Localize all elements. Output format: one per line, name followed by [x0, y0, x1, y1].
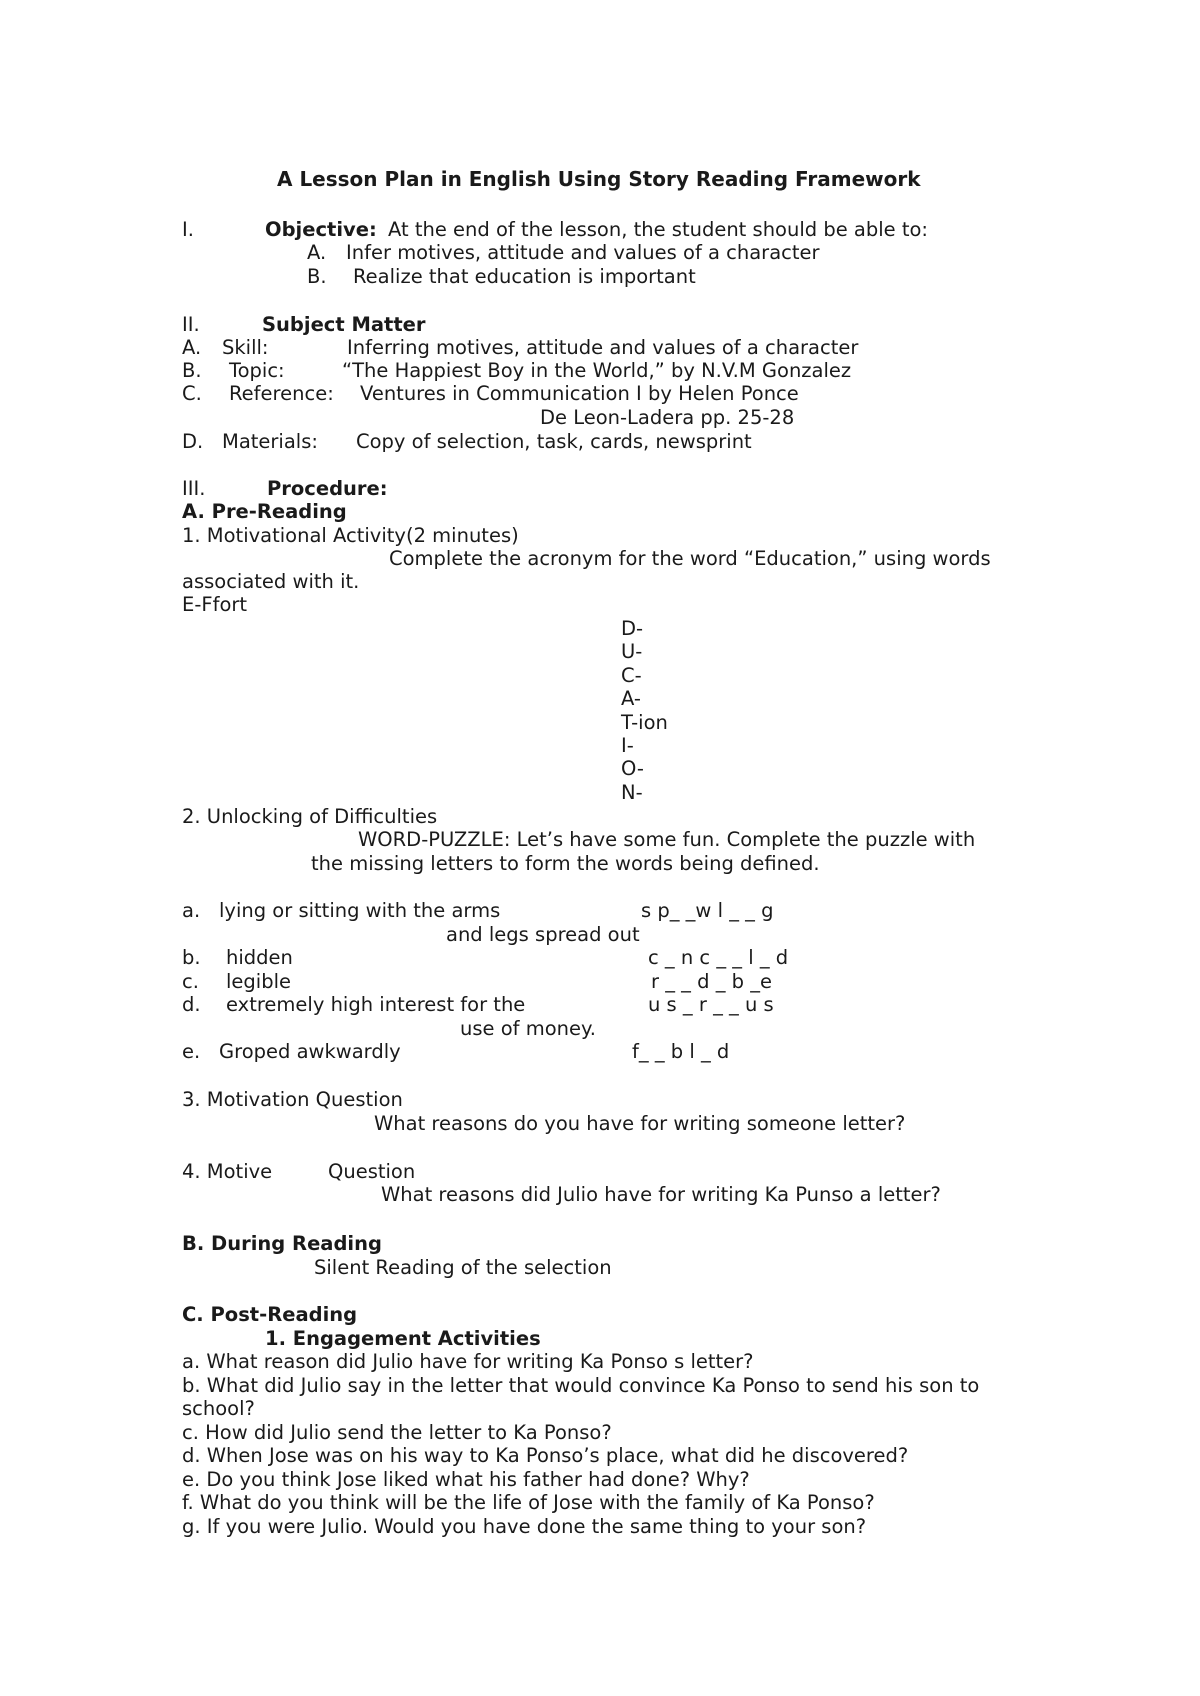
procedure-heading: Procedure: — [267, 477, 388, 500]
subject-value-skill: Inferring motives, attitude and values of a character — [347, 336, 859, 359]
subject-value-topic: “The Happiest Boy in the World,” by N.V.M Gonzalez — [342, 359, 852, 382]
subject-letter-c: C. — [182, 382, 202, 405]
post-reading-heading: C. Post-Reading — [182, 1303, 358, 1326]
unlocking-difficulties-label: 2. Unlocking of Difficulties — [182, 805, 438, 828]
subject-matter-heading: Subject Matter — [262, 313, 426, 336]
puzzle-word-d: u s _ r _ _ u s — [648, 993, 774, 1016]
engagement-question: g. If you were Julio. Would you have done the same thing to your son? — [182, 1515, 867, 1538]
motive-question-label: 4. Motive — [182, 1160, 273, 1183]
motivational-instruction-cont: associated with it. — [182, 570, 360, 593]
puzzle-definition-a-cont: and legs spread out — [446, 923, 640, 946]
motivation-question-text: What reasons do you have for writing someone letter? — [374, 1112, 906, 1135]
acronym-letter: D- — [621, 617, 644, 640]
engagement-question: school? — [182, 1397, 255, 1420]
motivational-instruction: Complete the acronym for the word “Education,” using words — [389, 547, 991, 570]
subject-letter-b: B. — [182, 359, 202, 382]
section-number-procedure: III. — [182, 477, 206, 500]
pre-reading-heading: A. Pre-Reading — [182, 500, 347, 523]
motive-question-text: What reasons did Julio have for writing Ka Punso a letter? — [381, 1183, 941, 1206]
section-number-subject: II. — [182, 313, 200, 336]
word-puzzle-instruction-cont: the missing letters to form the words being defined. — [311, 852, 820, 875]
objective-intro: At the end of the lesson, the student should be able to: — [388, 218, 928, 241]
during-reading-text: Silent Reading of the selection — [314, 1256, 612, 1279]
subject-key-skill: Skill: — [222, 336, 269, 359]
motivation-question-label: 3. Motivation Question — [182, 1088, 403, 1111]
subject-key-reference: Reference: — [229, 382, 334, 405]
objective-letter-a: A. — [307, 241, 327, 264]
subject-letter-d: D. — [182, 430, 204, 453]
subject-value-reference-cont: De Leon-Ladera pp. 25-28 — [540, 406, 795, 429]
acronym-first-letter: E-Ffort — [182, 593, 248, 616]
acronym-letter: U- — [621, 640, 643, 663]
subject-value-materials: Copy of selection, task, cards, newsprint — [356, 430, 752, 453]
engagement-activities-heading: 1. Engagement Activities — [265, 1327, 541, 1350]
acronym-letter: O- — [621, 757, 644, 780]
subject-key-materials: Materials: — [222, 430, 318, 453]
subject-letter-a: A. — [182, 336, 202, 359]
motive-question-label-b: Question — [328, 1160, 416, 1183]
engagement-question: f. What do you think will be the life of Jose with the family of Ka Ponso? — [182, 1491, 875, 1514]
puzzle-word-e: f_ _ b l _ d — [632, 1040, 730, 1063]
subject-key-topic: Topic: — [229, 359, 285, 382]
document-title: A Lesson Plan in English Using Story Reading Framework — [277, 167, 921, 191]
puzzle-letter-d: d. — [182, 993, 201, 1016]
puzzle-definition-c: legible — [226, 970, 292, 993]
puzzle-letter-c: c. — [182, 970, 199, 993]
puzzle-definition-d-cont: use of money. — [460, 1017, 596, 1040]
word-puzzle-instruction: WORD-PUZZLE: Let’s have some fun. Complete the puzzle with — [358, 828, 976, 851]
puzzle-word-a: s p_ _w l _ _ g — [641, 899, 774, 922]
motivational-activity-label: 1. Motivational Activity(2 minutes) — [182, 524, 519, 547]
acronym-letter: T-ion — [621, 711, 668, 734]
puzzle-word-c: r _ _ d _ b _e — [651, 970, 772, 993]
puzzle-letter-b: b. — [182, 946, 201, 969]
objective-letter-b: B. — [307, 265, 327, 288]
engagement-question: a. What reason did Julio have for writing Ka Ponso s letter? — [182, 1350, 754, 1373]
puzzle-word-b: c _ n c _ _ l _ d — [648, 946, 789, 969]
acronym-letter: N- — [621, 781, 643, 804]
during-reading-heading: B. During Reading — [182, 1232, 382, 1255]
puzzle-definition-d: extremely high interest for the — [226, 993, 526, 1016]
engagement-question: e. Do you think Jose liked what his father had done? Why? — [182, 1468, 750, 1491]
engagement-question: b. What did Julio say in the letter that would convince Ka Ponso to send his son to — [182, 1374, 980, 1397]
objective-item-a: Infer motives, attitude and values of a character — [346, 241, 820, 264]
acronym-letter: A- — [621, 687, 641, 710]
engagement-question: d. When Jose was on his way to Ka Ponso’s place, what did he discovered? — [182, 1444, 909, 1467]
puzzle-definition-e: Groped awkwardly — [219, 1040, 401, 1063]
puzzle-letter-a: a. — [182, 899, 201, 922]
subject-value-reference: Ventures in Communication I by Helen Ponce — [360, 382, 799, 405]
engagement-question: c. How did Julio send the letter to Ka Ponso? — [182, 1421, 612, 1444]
puzzle-definition-b: hidden — [226, 946, 293, 969]
objective-heading: Objective: — [265, 218, 377, 241]
objective-item-b: Realize that education is important — [353, 265, 696, 288]
acronym-letter: C- — [621, 664, 642, 687]
puzzle-letter-e: e. — [182, 1040, 201, 1063]
puzzle-definition-a: lying or sitting with the arms — [219, 899, 501, 922]
acronym-letter: I- — [621, 734, 634, 757]
section-number-objective: I. — [182, 218, 194, 241]
